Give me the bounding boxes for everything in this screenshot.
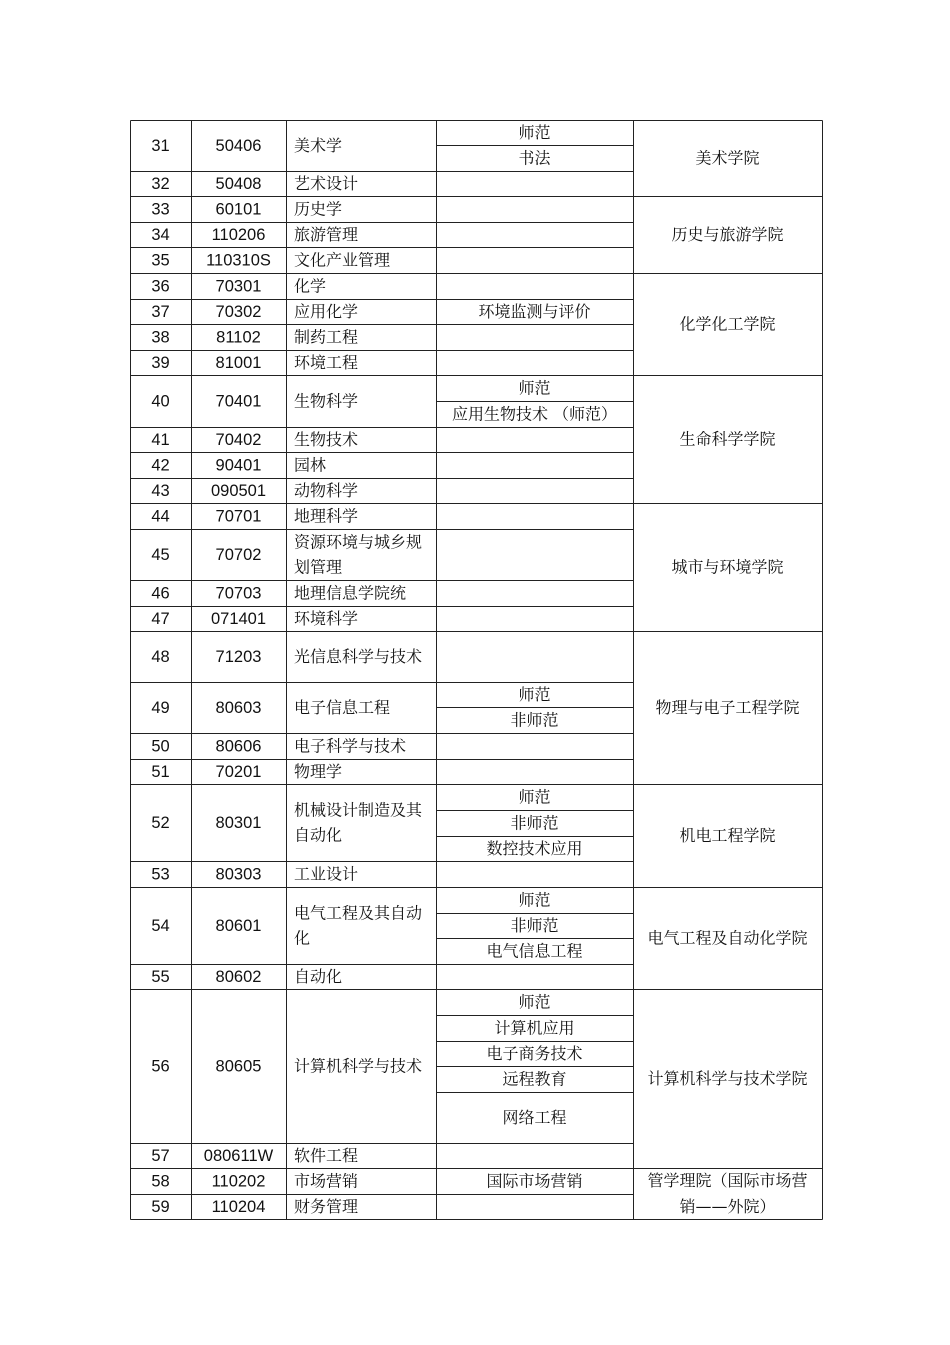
major-code: 50406 bbox=[215, 136, 262, 155]
major-name: 生物技术 bbox=[294, 430, 359, 449]
college-name: 物理与电子工程学院 bbox=[655, 698, 800, 717]
direction-label: 计算机应用 bbox=[494, 1018, 575, 1038]
row-number: 47 bbox=[151, 609, 170, 628]
college-name: 电气工程及自动化学院 bbox=[647, 928, 808, 948]
major-code: 70702 bbox=[215, 545, 262, 564]
row-number: 55 bbox=[151, 967, 170, 986]
major-code: 110206 bbox=[211, 225, 266, 244]
major-name: 历史学 bbox=[294, 199, 343, 219]
college-name: 城市与环境学院 bbox=[671, 557, 784, 577]
row-number: 44 bbox=[151, 507, 170, 526]
major-code: 50408 bbox=[215, 174, 262, 193]
college-name: 历史与旅游学院 bbox=[671, 225, 784, 244]
major-code: 71203 bbox=[215, 647, 262, 666]
major-name: 制药工程 bbox=[294, 327, 359, 347]
major-name: 工业设计 bbox=[294, 864, 359, 884]
major-code: 70701 bbox=[215, 507, 262, 526]
row-number: 31 bbox=[151, 136, 170, 155]
major-name: 生物科学 bbox=[294, 391, 359, 411]
direction-label: 师范 bbox=[518, 123, 551, 142]
major-name: 软件工程 bbox=[294, 1146, 359, 1165]
major-name: 文化产业管理 bbox=[294, 250, 391, 270]
direction-label: 国际市场营销 bbox=[486, 1171, 583, 1191]
major-code: 80301 bbox=[215, 813, 262, 832]
row-number: 36 bbox=[151, 277, 170, 296]
direction-label: 环境监测与评价 bbox=[478, 302, 591, 321]
college-name: 管学理院（国际市场营 bbox=[647, 1171, 808, 1190]
major-name: 园林 bbox=[294, 455, 327, 475]
direction-label: 师范 bbox=[518, 787, 551, 807]
direction-label: 师范 bbox=[518, 992, 551, 1012]
row-number: 32 bbox=[151, 174, 170, 193]
row-number: 39 bbox=[151, 353, 170, 372]
major-name: 美术学 bbox=[294, 136, 343, 155]
college-name: 销——外院） bbox=[679, 1197, 776, 1216]
row-number: 57 bbox=[151, 1146, 170, 1165]
major-name: 旅游管理 bbox=[294, 225, 359, 244]
direction-label: 师范 bbox=[518, 685, 551, 704]
college-name: 计算机科学与技术学院 bbox=[647, 1069, 808, 1088]
major-code: 071401 bbox=[210, 609, 267, 628]
college-name: 美术学院 bbox=[695, 148, 760, 168]
direction-label: 电子商务技术 bbox=[486, 1044, 583, 1063]
major-code: 80303 bbox=[215, 865, 262, 884]
row-number: 54 bbox=[151, 916, 170, 935]
major-name: 自动化 bbox=[294, 825, 343, 845]
direction-label: 师范 bbox=[518, 890, 551, 910]
row-number: 38 bbox=[151, 328, 170, 347]
major-code: 110202 bbox=[211, 1172, 266, 1191]
major-name: 环境科学 bbox=[294, 609, 359, 628]
college-name: 生命科学学院 bbox=[679, 429, 776, 449]
major-code: 60101 bbox=[215, 200, 262, 219]
row-number: 37 bbox=[151, 302, 170, 321]
direction-label: 非师范 bbox=[510, 710, 559, 730]
major-code: 70401 bbox=[215, 392, 262, 411]
major-name: 动物科学 bbox=[294, 481, 359, 500]
direction-label: 师范 bbox=[518, 378, 551, 398]
major-name: 地理科学 bbox=[294, 506, 359, 526]
direction-label: 网络工程 bbox=[502, 1108, 567, 1127]
major-name: 电子科学与技术 bbox=[294, 736, 407, 756]
major-name: 艺术设计 bbox=[294, 174, 359, 193]
row-number: 58 bbox=[151, 1172, 170, 1191]
direction-label: 远程教育 bbox=[502, 1069, 567, 1089]
major-code: 080611W bbox=[203, 1146, 274, 1165]
major-name: 电子信息工程 bbox=[294, 698, 391, 717]
row-number: 56 bbox=[151, 1057, 170, 1076]
major-name: 自动化 bbox=[294, 967, 343, 986]
row-number: 59 bbox=[151, 1197, 170, 1216]
major-code: 80606 bbox=[215, 737, 262, 756]
major-name: 机械设计制造及其 bbox=[294, 800, 423, 820]
major-name: 地理信息学院统 bbox=[294, 583, 407, 603]
direction-label: 非师范 bbox=[510, 916, 559, 935]
major-code: 70302 bbox=[215, 302, 262, 321]
major-name: 资源环境与城乡规 bbox=[294, 532, 423, 552]
major-name: 光信息科学与技术 bbox=[294, 647, 423, 666]
college-name: 机电工程学院 bbox=[679, 826, 776, 845]
row-number: 46 bbox=[151, 584, 170, 603]
row-number: 33 bbox=[151, 200, 170, 219]
row-number: 49 bbox=[151, 698, 170, 717]
direction-label: 非师范 bbox=[510, 813, 559, 833]
direction-label: 应用生物技术 （师范） bbox=[451, 404, 618, 424]
row-number: 48 bbox=[151, 647, 170, 666]
row-number: 45 bbox=[151, 545, 170, 564]
row-number: 42 bbox=[151, 456, 170, 475]
major-code: 80601 bbox=[215, 916, 262, 935]
direction-label: 数控技术应用 bbox=[486, 839, 583, 858]
major-code: 90401 bbox=[215, 456, 262, 475]
major-code: 81001 bbox=[215, 353, 262, 372]
direction-label: 电气信息工程 bbox=[486, 941, 583, 961]
major-code: 70703 bbox=[215, 584, 262, 603]
row-number: 34 bbox=[151, 225, 170, 244]
row-number: 43 bbox=[151, 481, 170, 500]
major-name: 物理学 bbox=[294, 762, 343, 781]
major-code: 70201 bbox=[215, 762, 262, 781]
major-code: 80602 bbox=[215, 967, 262, 986]
major-name: 电气工程及其自动 bbox=[294, 903, 423, 923]
row-number: 35 bbox=[151, 251, 170, 270]
row-number: 53 bbox=[151, 865, 170, 884]
major-code: 110204 bbox=[211, 1197, 266, 1216]
major-name: 计算机科学与技术 bbox=[294, 1056, 423, 1076]
major-code: 80605 bbox=[215, 1057, 262, 1076]
major-name: 应用化学 bbox=[294, 302, 359, 321]
major-name: 化学 bbox=[294, 276, 327, 296]
college-name: 化学化工学院 bbox=[679, 314, 776, 334]
row-number: 41 bbox=[151, 430, 170, 449]
major-name: 财务管理 bbox=[294, 1197, 359, 1216]
major-code: 110310S bbox=[206, 251, 271, 270]
direction-label: 书法 bbox=[518, 148, 551, 168]
major-name: 环境工程 bbox=[294, 353, 359, 372]
major-code: 090501 bbox=[210, 481, 267, 500]
major-code: 81102 bbox=[216, 328, 261, 347]
major-name: 化 bbox=[294, 928, 311, 948]
major-code: 80603 bbox=[215, 698, 262, 717]
course-table bbox=[130, 120, 823, 1220]
row-number: 52 bbox=[151, 813, 170, 832]
major-name: 划管理 bbox=[294, 557, 343, 577]
row-number: 50 bbox=[151, 737, 170, 756]
major-code: 70301 bbox=[215, 277, 262, 296]
major-name: 市场营销 bbox=[294, 1171, 359, 1191]
row-number: 40 bbox=[151, 392, 170, 411]
major-code: 70402 bbox=[215, 430, 262, 449]
row-number: 51 bbox=[151, 762, 170, 781]
